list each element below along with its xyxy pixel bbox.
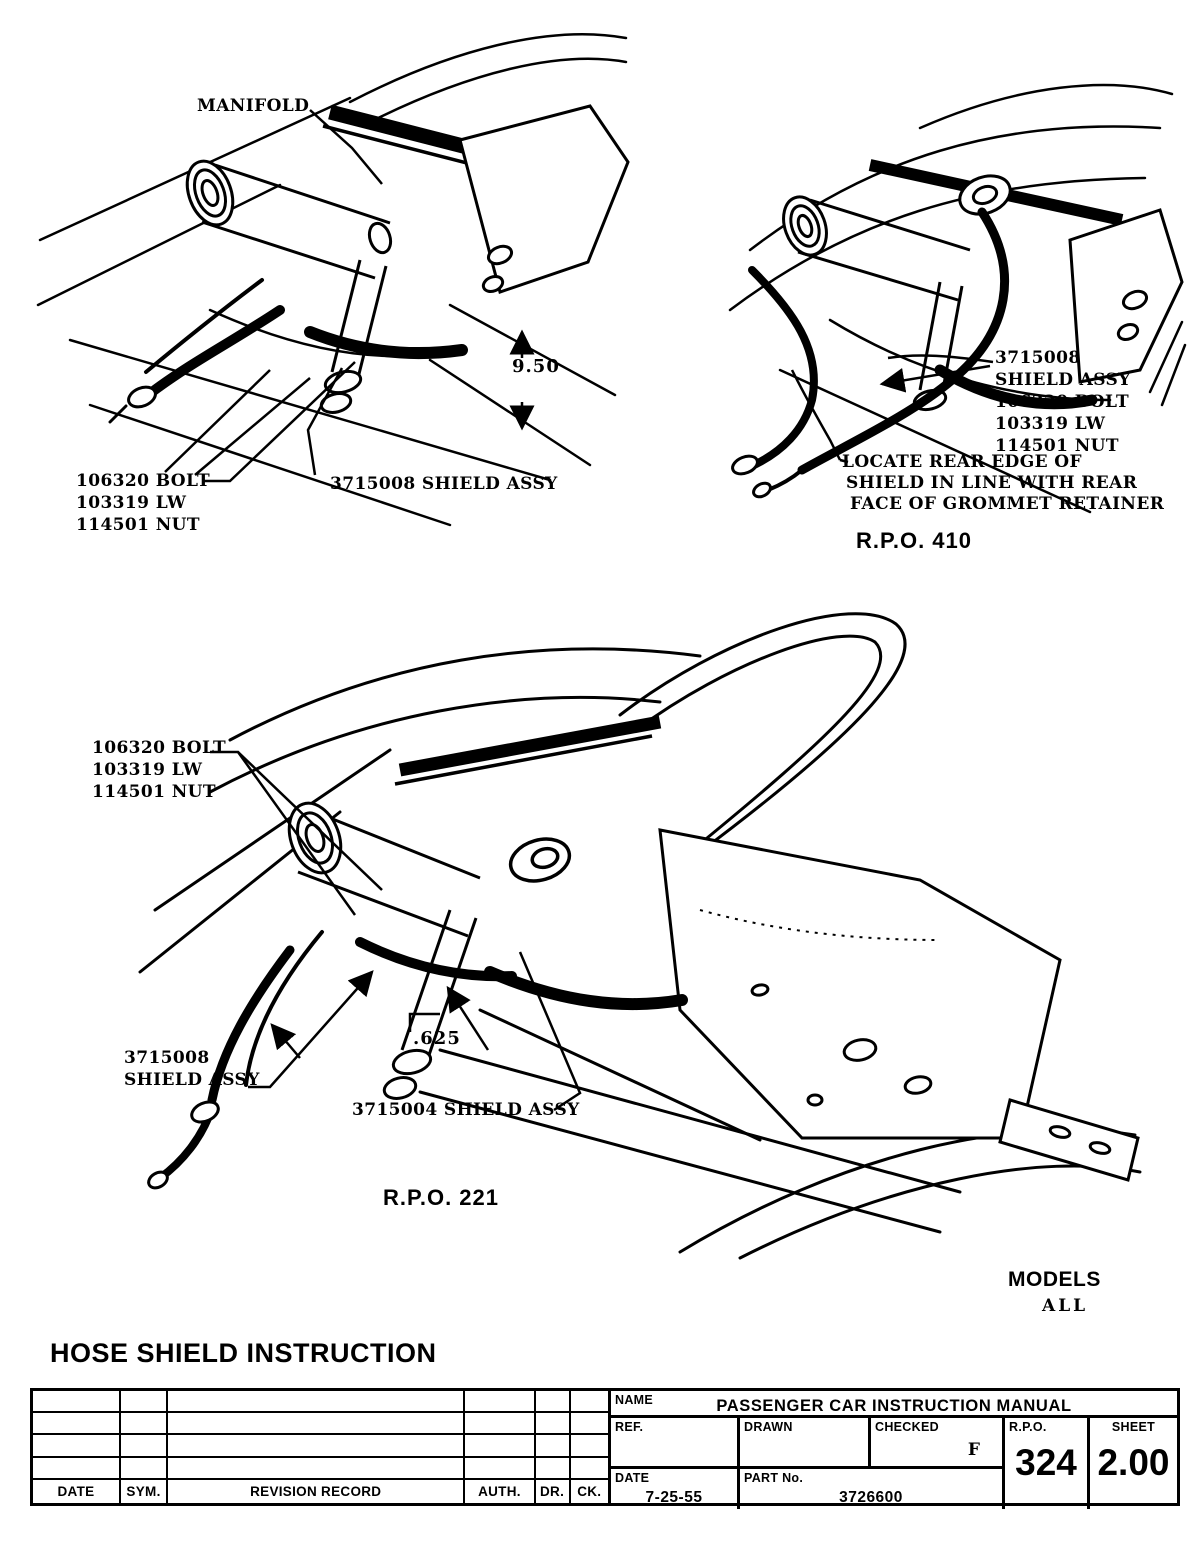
revision-col-date: DATE bbox=[33, 1480, 121, 1503]
rpo-221-caption: R.P.O. 221 bbox=[383, 1185, 499, 1210]
part-number-label: PART No. bbox=[744, 1471, 804, 1485]
drawn-label: DRAWN bbox=[744, 1420, 793, 1434]
sheet-label: SHEET bbox=[1111, 1420, 1156, 1434]
name-label: NAME bbox=[615, 1393, 654, 1407]
fastener-callout-line: 114501 NUT bbox=[92, 782, 216, 802]
locate-note-line: FACE OF GROMMET RETAINER bbox=[850, 494, 1165, 514]
parts-list-line: 3715008 bbox=[995, 348, 1081, 368]
models-heading: MODELS bbox=[1008, 1268, 1101, 1291]
name-cell bbox=[611, 1391, 1177, 1418]
revision-record-table bbox=[33, 1391, 611, 1503]
revision-col-auth: AUTH. bbox=[465, 1480, 535, 1503]
rpo-cell bbox=[1005, 1418, 1090, 1509]
revision-empty-row bbox=[33, 1435, 608, 1457]
parts-list-line: 106320 BOLT bbox=[995, 392, 1130, 412]
sheet-cell bbox=[1090, 1418, 1177, 1509]
shield-assy-callout: 3715004 SHIELD ASSY bbox=[352, 1100, 580, 1120]
drawing-info-table bbox=[611, 1391, 1177, 1506]
column-cylinder bbox=[179, 155, 394, 416]
parts-list-line: 114501 NUT bbox=[995, 436, 1119, 456]
locate-note-line: SHIELD IN LINE WITH REAR bbox=[846, 473, 1138, 493]
ref-label: REF. bbox=[615, 1420, 644, 1434]
revision-col-ck: CK. bbox=[577, 1483, 602, 1499]
checked-cell bbox=[871, 1418, 1005, 1469]
locate-note-line: LOCATE REAR EDGE OF bbox=[842, 452, 1082, 472]
manifold-band bbox=[400, 722, 660, 770]
fastener-callout-line: 103319 LW bbox=[92, 760, 203, 780]
shield-assy-callout-line: 3715008 bbox=[124, 1048, 210, 1068]
leader-lines bbox=[210, 752, 580, 1110]
page-title: HOSE SHIELD INSTRUCTION bbox=[50, 1338, 437, 1368]
leader-lines bbox=[792, 355, 993, 462]
frame-bracket bbox=[460, 106, 628, 294]
fastener-callout-line: 106320 BOLT bbox=[92, 738, 227, 758]
revision-col-record: REVISION RECORD bbox=[168, 1480, 465, 1503]
rpo-label: R.P.O. bbox=[1009, 1420, 1047, 1434]
shield-assy-callout-line: SHIELD ASSY bbox=[124, 1070, 260, 1090]
rpo-value: 324 bbox=[1015, 1442, 1077, 1483]
date-cell bbox=[611, 1469, 740, 1509]
drawn-cell bbox=[740, 1418, 871, 1469]
dimension-9-50: 9.50 bbox=[512, 356, 560, 377]
dimension-625: .625 bbox=[413, 1028, 461, 1049]
models-value: ALL bbox=[1042, 1296, 1089, 1316]
manual-name: PASSENGER CAR INSTRUCTION MANUAL bbox=[716, 1397, 1072, 1415]
fastener-callout-line: 114501 NUT bbox=[76, 515, 200, 535]
middle-drawing bbox=[60, 580, 1140, 1260]
hoses bbox=[110, 280, 462, 422]
rpo-410-caption: R.P.O. 410 bbox=[856, 528, 972, 553]
checked-value: F bbox=[967, 1440, 980, 1460]
shield-assy-callout: 3715008 SHIELD ASSY bbox=[330, 474, 558, 494]
date-value: 7-25-55 bbox=[645, 1489, 703, 1506]
sheet-value: 2.00 bbox=[1097, 1442, 1170, 1483]
part-number-value: 3726600 bbox=[839, 1489, 903, 1506]
grommet-retainer bbox=[506, 833, 575, 888]
revision-header-row bbox=[33, 1480, 608, 1503]
checked-label: CHECKED bbox=[875, 1420, 939, 1434]
revision-col-dr: DR. bbox=[536, 1480, 571, 1503]
parts-list-line: 103319 LW bbox=[995, 414, 1106, 434]
revision-empty-row bbox=[33, 1391, 608, 1413]
fastener-callout-line: 103319 LW bbox=[76, 493, 187, 513]
revision-empty-row bbox=[33, 1458, 608, 1480]
fastener-callout-line: 106320 BOLT bbox=[76, 471, 211, 491]
title-block bbox=[30, 1388, 1180, 1506]
manifold-label: MANIFOLD bbox=[197, 96, 310, 116]
revision-empty-row bbox=[33, 1413, 608, 1435]
parts-list-line: SHIELD ASSY bbox=[995, 370, 1131, 390]
part-cell bbox=[740, 1469, 1005, 1509]
revision-col-sym: SYM. bbox=[121, 1480, 168, 1503]
date-label: DATE bbox=[615, 1471, 650, 1485]
ref-cell bbox=[611, 1418, 740, 1469]
